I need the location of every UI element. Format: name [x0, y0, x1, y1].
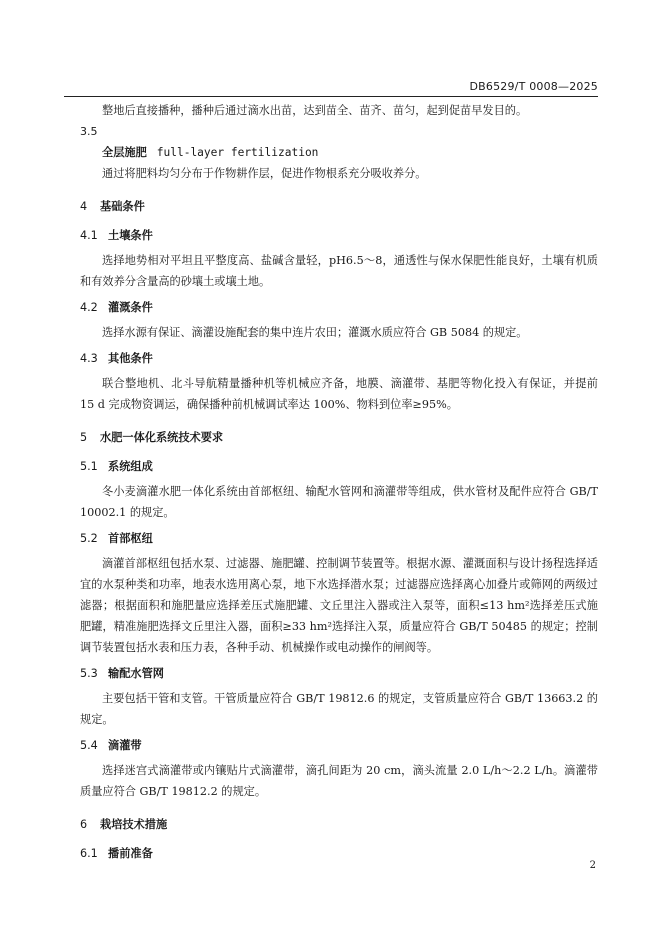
- paragraph-5-2: 滴灌首部枢纽包括水泵、过滤器、施肥罐、控制调节装置等。根据水源、灌溉面积与设计扬程选择适宜的水泵种类和功率，地表水选用离心泵，地下水选择潜水泵；过滤器应选择离心加叠片或筛网的两级过滤器；根据面积和施肥量应选择差压式施肥罐、文丘里注入器或注入泵等，面积≤13 hm²选择差压式施肥罐，精准施肥选择文丘里注入器，面积≥33 hm²选择注入泵，质量应符合 GB/T 50485 的规定；控制调节装置包括水表和压力表，各种手动、机械操作或电动操作的闸阀等。: [80, 557, 598, 654]
- subsection-heading-4-3: 4.3 其他条件: [80, 352, 153, 365]
- section-heading-5: 5 水肥一体化系统技术要求: [80, 431, 224, 444]
- subsection-heading-6-1: 6.1 播前准备: [80, 847, 153, 860]
- page-content: [80, 100, 598, 868]
- term-number: 3.5: [80, 125, 98, 138]
- subsection-heading-5-3: 5.3 输配水管网: [80, 667, 164, 680]
- paragraph-5-1: 冬小麦滴灌水肥一体化系统由首部枢纽、输配水管网和滴灌带等组成，供水管材及配件应符合 GB/T 10002.1 的规定。: [80, 485, 598, 519]
- paragraph-4-2: 选择水源有保证、滴灌设施配套的集中连片农田；灌溉水质应符合 GB 5084 的规定。: [102, 326, 528, 339]
- paragraph-5-4: 选择迷宫式滴灌带或内镶贴片式滴灌带，滴孔间距为 20 cm，滴头流量 2.0 L/h～2.2 L/h。滴灌带质量应符合 GB/T 19812.2 的规定。: [80, 764, 598, 798]
- section-heading-6: 6 栽培技术措施: [80, 818, 168, 831]
- subsection-heading-5-1: 5.1 系统组成: [80, 460, 153, 473]
- section-heading-4: 4 基础条件: [80, 200, 145, 213]
- subsection-heading-4-2: 4.2 灌溉条件: [80, 301, 153, 314]
- paragraph-5-3: 主要包括干管和支管。干管质量应符合 GB/T 19812.6 的规定，支管质量应符合 GB/T 13663.2 的规定。: [80, 692, 598, 726]
- term-en: full-layer fertilization: [156, 146, 319, 159]
- intro-paragraph: 整地后直接播种，播种后通过滴水出苗，达到苗全、苗齐、苗匀，起到促苗早发目的。: [102, 104, 528, 117]
- page-number: 2: [589, 860, 596, 871]
- term-zh: 全层施肥: [102, 146, 147, 159]
- subsection-heading-5-4: 5.4 滴灌带: [80, 739, 142, 752]
- subsection-heading-4-1: 4.1 土壤条件: [80, 229, 153, 242]
- document-id: DB6529/T 0008—2025: [469, 80, 598, 93]
- subsection-heading-5-2: 5.2 首部枢纽: [80, 532, 153, 545]
- term-heading: [80, 142, 598, 163]
- header-rule: [64, 96, 598, 97]
- paragraph-4-1: 选择地势相对平坦且平整度高、盐碱含量轻，pH6.5～8，通透性与保水保肥性能良好，土壤有机质和有效养分含量高的砂壤土或壤土地。: [80, 254, 598, 288]
- paragraph-4-3: 联合整地机、北斗导航精量播种机等机械应齐备，地膜、滴灌带、基肥等物化投入有保证，并提前 15 d 完成物资调运，确保播种前机械调试率达 100%、物料到位率≥95%。: [80, 377, 598, 411]
- term-definition: 通过将肥料均匀分布于作物耕作层，促进作物根系充分吸收养分。: [102, 167, 427, 180]
